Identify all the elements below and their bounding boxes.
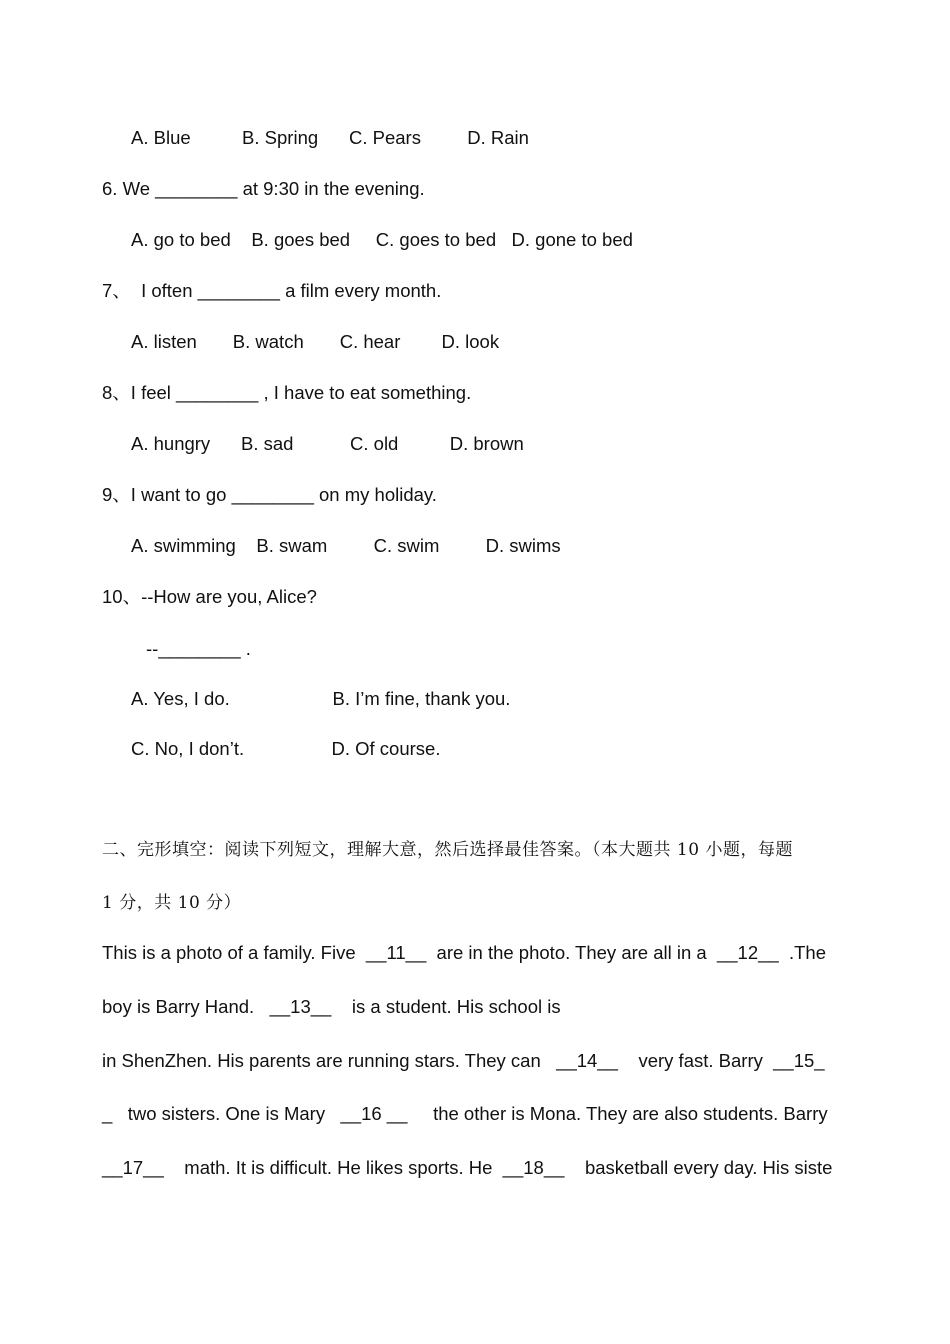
q9-options: A. swimming B. swam C. swim D. swims bbox=[131, 535, 561, 556]
question-10-reply: --________ . bbox=[146, 638, 251, 659]
passage-line-3: in ShenZhen. His parents are running stars. They can __14__ very fast. Barry __15_ bbox=[102, 1050, 825, 1071]
question-6: 6. We ________ at 9:30 in the evening. bbox=[102, 178, 425, 199]
question-9: 9、I want to go ________ on my holiday. bbox=[102, 484, 437, 505]
passage-line-5: __17__ math. It is difficult. He likes sports. He __18__ basketball every day. His siste bbox=[102, 1157, 833, 1178]
q5-options: A. Blue B. Spring C. Pears D. Rain bbox=[131, 127, 529, 148]
q10-options-ab: A. Yes, I do. B. I’m fine, thank you. bbox=[131, 688, 511, 709]
section-2-heading-cont: 1 分，共 10 分） bbox=[102, 893, 242, 913]
question-7: 7、 I often ________ a film every month. bbox=[102, 280, 442, 301]
q7-options: A. listen B. watch C. hear D. look bbox=[131, 331, 500, 352]
passage-line-1: This is a photo of a family. Five __11__ are in the photo. They are all in a __12__ .The bbox=[102, 942, 826, 963]
question-10: 10、--How are you, Alice? bbox=[102, 586, 317, 607]
passage-line-2: boy is Barry Hand. __13__ is a student. His school is bbox=[102, 996, 561, 1017]
q6-options: A. go to bed B. goes bed C. goes to bed D. gone to bed bbox=[131, 229, 633, 250]
question-8: 8、I feel ________ , I have to eat something. bbox=[102, 382, 472, 403]
section-2-heading: 二、完形填空：阅读下列短文，理解大意，然后选择最佳答案。（本大题共 10 小题，每题 bbox=[102, 840, 793, 860]
q10-options-cd: C. No, I don’t. D. Of course. bbox=[131, 738, 441, 759]
q8-options: A. hungry B. sad C. old D. brown bbox=[131, 433, 524, 454]
passage-line-4: _ two sisters. One is Mary __16 __ the other is Mona. They are also students. Barry bbox=[102, 1103, 828, 1124]
